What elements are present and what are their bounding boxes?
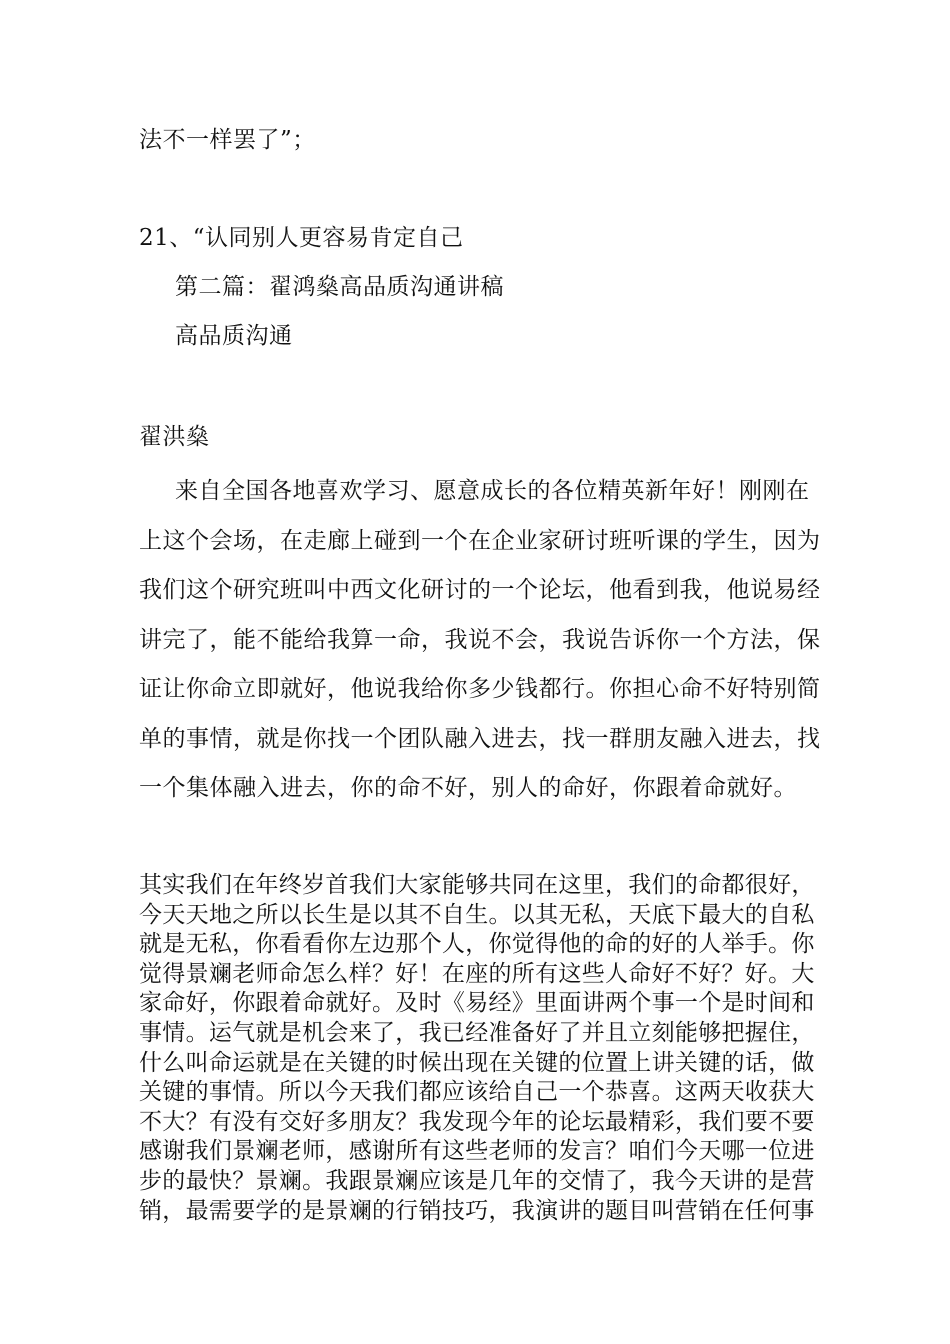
- paragraph-line: 关键的事情。所以今天我们都应该给自己一个恭喜。这两天收获大: [139, 1079, 815, 1106]
- paragraph-line: 今天天地之所以长生是以其不自生。以其无私，天底下最大的自私: [139, 901, 815, 928]
- paragraph-line: 证让你命立即就好，他说我给你多少钱都行。你担心命不好特别简: [139, 676, 821, 702]
- author-name: 翟洪燊: [139, 424, 210, 450]
- paragraph-line: 事情。运气就是机会来了，我已经准备好了并且立刻能够把握住，: [139, 1019, 815, 1046]
- paragraph-line: 讲完了，能不能给我算一命，我说不会，我说告诉你一个方法，保: [139, 626, 821, 653]
- paragraph-2: [139, 871, 829, 1226]
- paragraph-line: 家命好，你跟着命就好。及时《易经》里面讲两个事一个是时间和: [139, 990, 815, 1017]
- text-line-continuation: 法不一样罢了”；: [139, 127, 316, 153]
- paragraph-line: 步的最快？景斓。我跟景斓应该是几年的交情了，我今天讲的是营: [139, 1167, 815, 1194]
- paragraph-line: 就是无私，你看看你左边那个人，你觉得他的命的好的人举手。你: [139, 931, 815, 958]
- paragraph-1: [139, 467, 829, 814]
- paragraph-line: 单的事情，就是你找一个团队融入进去，找一群朋友融入进去，找: [139, 725, 821, 752]
- paragraph-line: 来自全国各地喜欢学习、愿意成长的各位精英新年好！刚刚在: [175, 478, 810, 504]
- paragraph-line: 不大？有没有交好多朋友？我发现今年的论坛最精彩，我们要不要: [139, 1108, 815, 1135]
- paragraph-line: 感谢我们景斓老师，感谢所有这些老师的发言？咱们今天哪一位进: [139, 1138, 815, 1165]
- subtitle: 高品质沟通: [175, 323, 293, 349]
- paragraph-line: 什么叫命运就是在关键的时候出现在关键的位置上讲关键的话，做: [139, 1049, 815, 1076]
- paragraph-line: 销，最需要学的是景斓的行销技巧，我演讲的题目叫营销在任何事: [139, 1197, 815, 1224]
- paragraph-line: 上这个会场，在走廊上碰到一个在企业家研讨班听课的学生，因为: [139, 527, 821, 554]
- paragraph-line: 觉得景斓老师命怎么样？好！在座的所有这些人命好不好？好。大: [139, 960, 815, 987]
- paragraph-line: 一个集体融入进去，你的命不好，别人的命好，你跟着命就好。: [139, 775, 797, 801]
- section-title: 第二篇：翟鸿燊高品质沟通讲稿: [175, 274, 504, 300]
- paragraph-line: 我们这个研究班叫中西文化研讨的一个论坛，他看到我，他说易经: [139, 577, 821, 603]
- numbered-heading: 21、“认同别人更容易肯定自己: [139, 225, 464, 251]
- paragraph-line: 其实我们在年终岁首我们大家能够共同在这里，我们的命都很好，: [139, 872, 815, 898]
